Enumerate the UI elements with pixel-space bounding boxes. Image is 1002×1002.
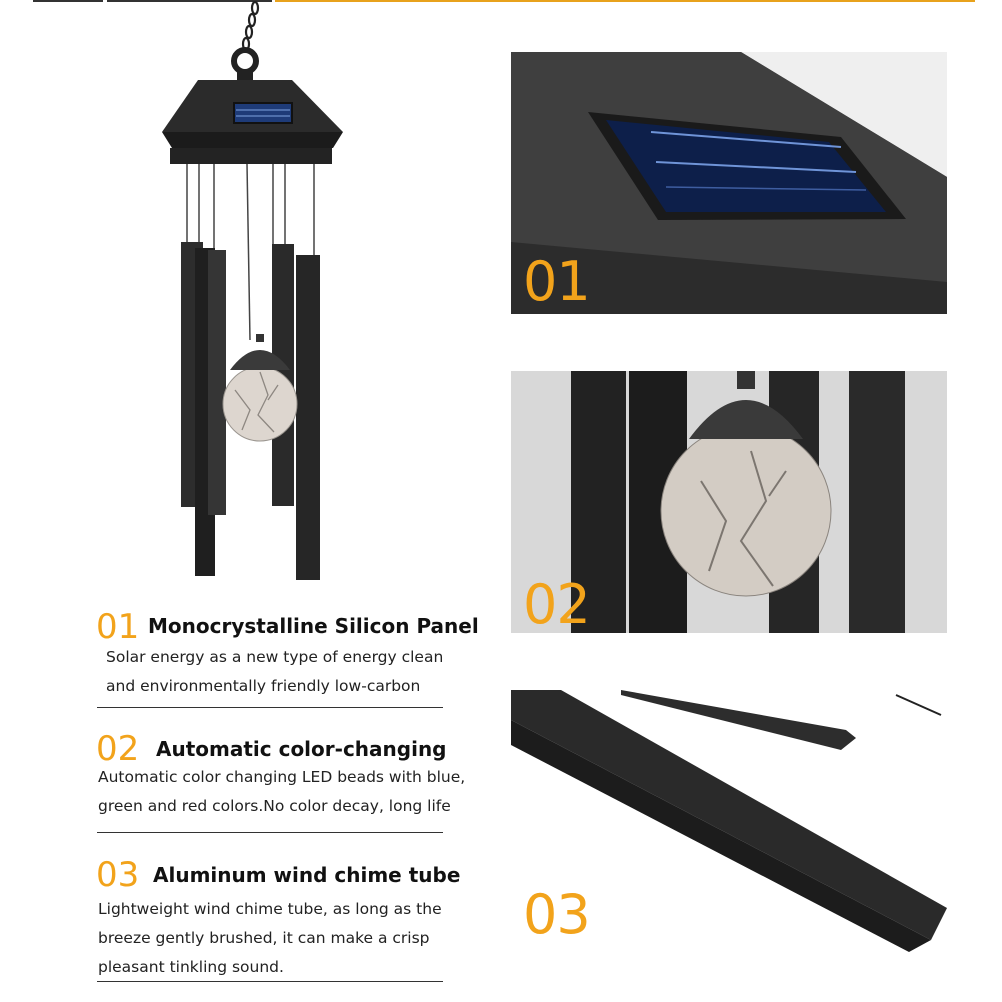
feature-number: 02 (96, 729, 140, 769)
feature-number: 01 (96, 607, 140, 647)
product-wind-chime-image (150, 0, 360, 590)
feature-title: Aluminum wind chime tube (153, 863, 461, 887)
chime-tube-photo (511, 690, 947, 952)
feature-desc-line: pleasant tinkling sound. (98, 958, 284, 976)
feature-divider (97, 981, 443, 982)
photo-label-03: 03 (523, 883, 590, 946)
feature-desc-line: Automatic color changing LED beads with blue, (98, 768, 466, 786)
feature-title: Automatic color-changing (156, 737, 447, 761)
feature-divider (97, 707, 443, 708)
feature-desc-line: and environmentally friendly low-carbon (106, 677, 421, 695)
top-divider-accent (275, 0, 975, 2)
feature-divider (97, 832, 443, 833)
feature-desc-line: Lightweight wind chime tube, as long as the (98, 900, 442, 918)
photo-label-01: 01 (523, 250, 590, 313)
photo-label-02: 02 (523, 573, 590, 633)
feature-number: 03 (96, 855, 140, 895)
feature-title: Monocrystalline Silicon Panel (148, 614, 479, 638)
feature-desc-line: breeze gently brushed, it can make a crisp (98, 929, 430, 947)
feature-desc-line: green and red colors.No color decay, long life (98, 797, 451, 815)
feature-desc-line: Solar energy as a new type of energy clean (106, 648, 444, 666)
top-divider-left (33, 0, 103, 2)
ball-light-photo (511, 371, 947, 633)
solar-panel-photo (511, 52, 947, 314)
